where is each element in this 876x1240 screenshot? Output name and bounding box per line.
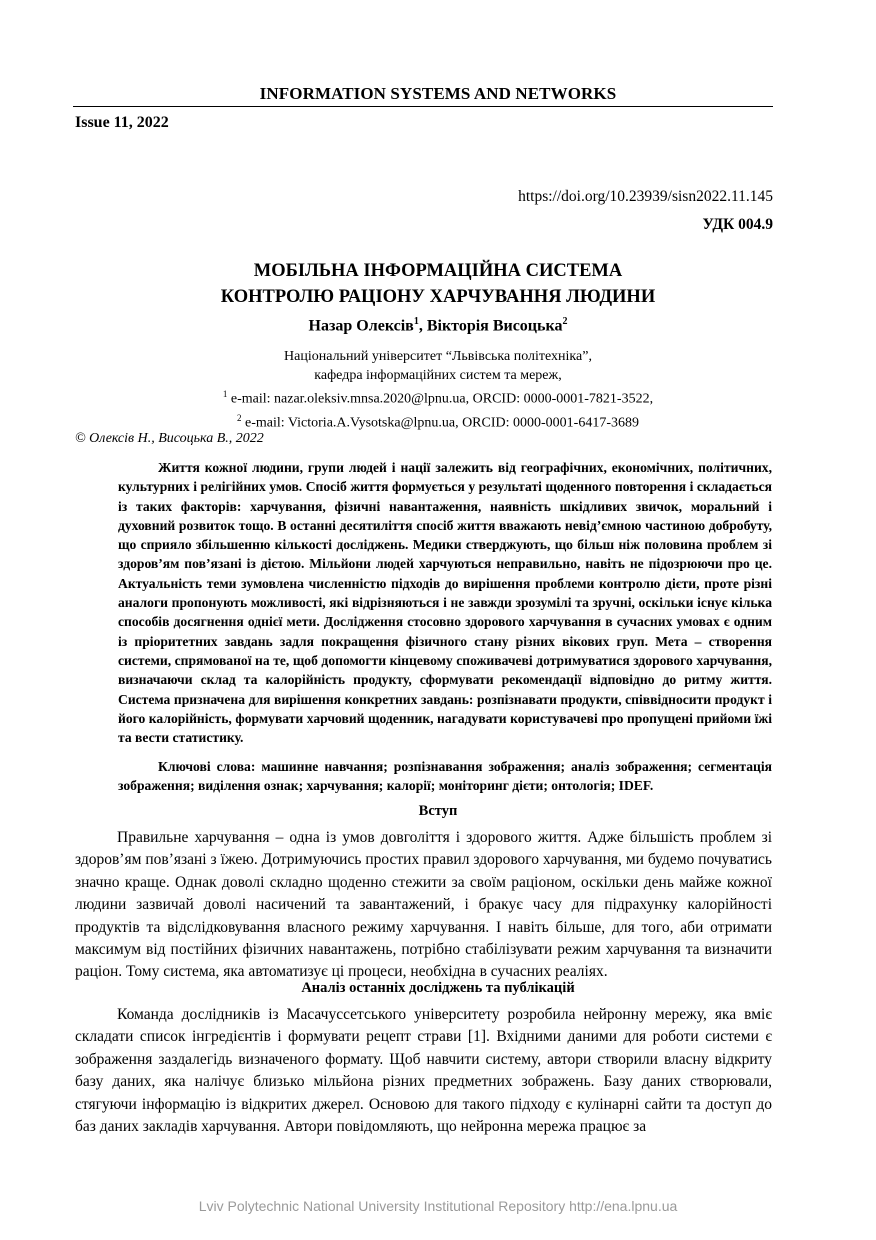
author-1-sup: 1 (413, 316, 419, 327)
author-2: Вікторія Висоцька (426, 317, 563, 335)
author-separator: , (418, 317, 427, 335)
repository-footer: Lviv Polytechnic National University Institutional Repository http://ena.lpnu.ua (198, 1198, 678, 1214)
email-2-sup: 2 (236, 412, 242, 423)
title-line-1: МОБІЛЬНА ІНФОРМАЦІЙНА СИСТЕМА (253, 261, 623, 281)
doi-link[interactable]: https://doi.org/10.23939/sisn2022.11.145 (518, 188, 773, 205)
section-text-literature-review: Команда дослідників із Масачуссетського університету розробила нейронну мережу, яка вміє складати список інгредієнтів і формувати рецепт страви [1]. Вхідними даними для роботи системи є зображення заздалегідь визначеного формату. Щоб навчити систему, автори створили власну відкриту базу даних, яка налічує близько мільйона різних предметних зображень. Базу даних створювали, стягуючи інформацію із відкритих джерел. Основою для такого підходу є кулінарні сайти та доступ до баз даних закладів харчування. Автори повідомляють, що нейронна мережа працює за (75, 1006, 772, 1136)
email-2-text: e-mail: Victoria.A.Vysotska@lpnu.ua, ORCID: 0000-0001-6417-3689 (241, 415, 640, 431)
author-1: Назар Олексів (308, 317, 414, 335)
affiliation-university: Національний університет “Львівська політехніка”, (284, 349, 592, 364)
email-1-sup: 1 (222, 389, 228, 399)
email-1-text: e-mail: nazar.oleksiv.mnsa.2020@lpnu.ua, ORCID: 0000-0001-7821-3522, (227, 391, 654, 407)
section-heading-introduction: Вступ (418, 803, 458, 819)
title-line-2: КОНТРОЛЮ РАЦІОНУ ХАРЧУВАННЯ ЛЮДИНИ (220, 287, 656, 307)
journal-title: INFORMATION SYSTEMS AND NETWORKS (259, 84, 617, 103)
paper-title (0, 258, 876, 310)
abstract-paragraph: Життя кожної людини, групи людей і нації залежить від географічних, економічних, політичних, культурних і релігійних умов. Спосіб життя формується у результаті щоденного повторення і складається із таких факторів: харчування, фізичні навантаження, наявність шкідливих звичок, моральний і духовний розвиток тощо. В останні десятиліття спосіб життя вважають невід’ємною частиною добробуту, що сприяло збільшенню кількості досліджень. Медики стверджують, що більш ніж половина проблем зі здоров’ям пов’язані із дієтою. Мільйони людей харчуються неправильно, навіть не підозрюючи про це. Актуальність теми зумовлена численністю підходів до вирішення проблеми контролю дієти, проте різні аналоги пропонують можливості, які відрізняються і не завжди зрозумілі та зручні, оскільки існує кілька способів досягнення однієї мети. Дослідження стосовно здорового харчування в сучасних умовах є одним із пріоритетних завдань задля покращення фізичного стану різних вікових груп. Мета – створення системи, спрямованої на те, щоб допомогти кінцевому споживачеві дотримуватися здорового харчування, визначаючи склад та калорійність продукту, сформувати рекомендації відповідно до ритму життя. Система призначена для вирішення конкретних завдань: розпізнавати продукти, співвідносити продукт і його калорійність, формувати харчовий щоденник, нагадувати користувачеві про пропущені прийоми їжі та вести статистику. (118, 460, 772, 746)
section-text-introduction: Правильне харчування – одна із умов довголіття і здорового життя. Адже більшість проблем зі здоров’ям пов’язані з їжею. Дотримуючись простих правил здорового харчування, ми будемо почуватись значно краще. Однак доволі складно щоденно стежити за своїм раціоном, оскільки день майже кожної людини зазвичай доволі насичений та завантажений, і бракує часу для підрахунку калорійності продуктів та відслідковування власного режиму харчування. І навіть більше, для того, аби отримати максимум від постійних фізичних навантажень, потрібно стабілізувати режим харчування та визначити раціон. Тому система, яка автоматизує ці процеси, необхідна в сучасних реаліях. (75, 829, 772, 981)
udc-code: УДК 004.9 (702, 216, 773, 233)
section-heading-literature-review: Аналіз останніх досліджень та публікацій (301, 980, 575, 996)
author-2-sup: 2 (562, 316, 568, 327)
affiliation-department: кафедра інформаційних систем та мереж, (314, 368, 562, 383)
affiliation-email-2 (0, 409, 876, 433)
affiliation-block (0, 347, 876, 432)
header-rule (73, 106, 773, 107)
copyright-notice: © Олексів Н., Висоцька В., 2022 (75, 431, 264, 446)
issue-label: Issue 11, 2022 (75, 114, 169, 131)
keywords-paragraph: Ключові слова: машинне навчання; розпізнавання зображення; аналіз зображення; сегментація зображення; виділення ознак; харчування; калорії; моніторинг дієти; онтологія; IDEF. (118, 759, 772, 794)
affiliation-email-1 (0, 385, 876, 409)
author-list (0, 316, 876, 335)
